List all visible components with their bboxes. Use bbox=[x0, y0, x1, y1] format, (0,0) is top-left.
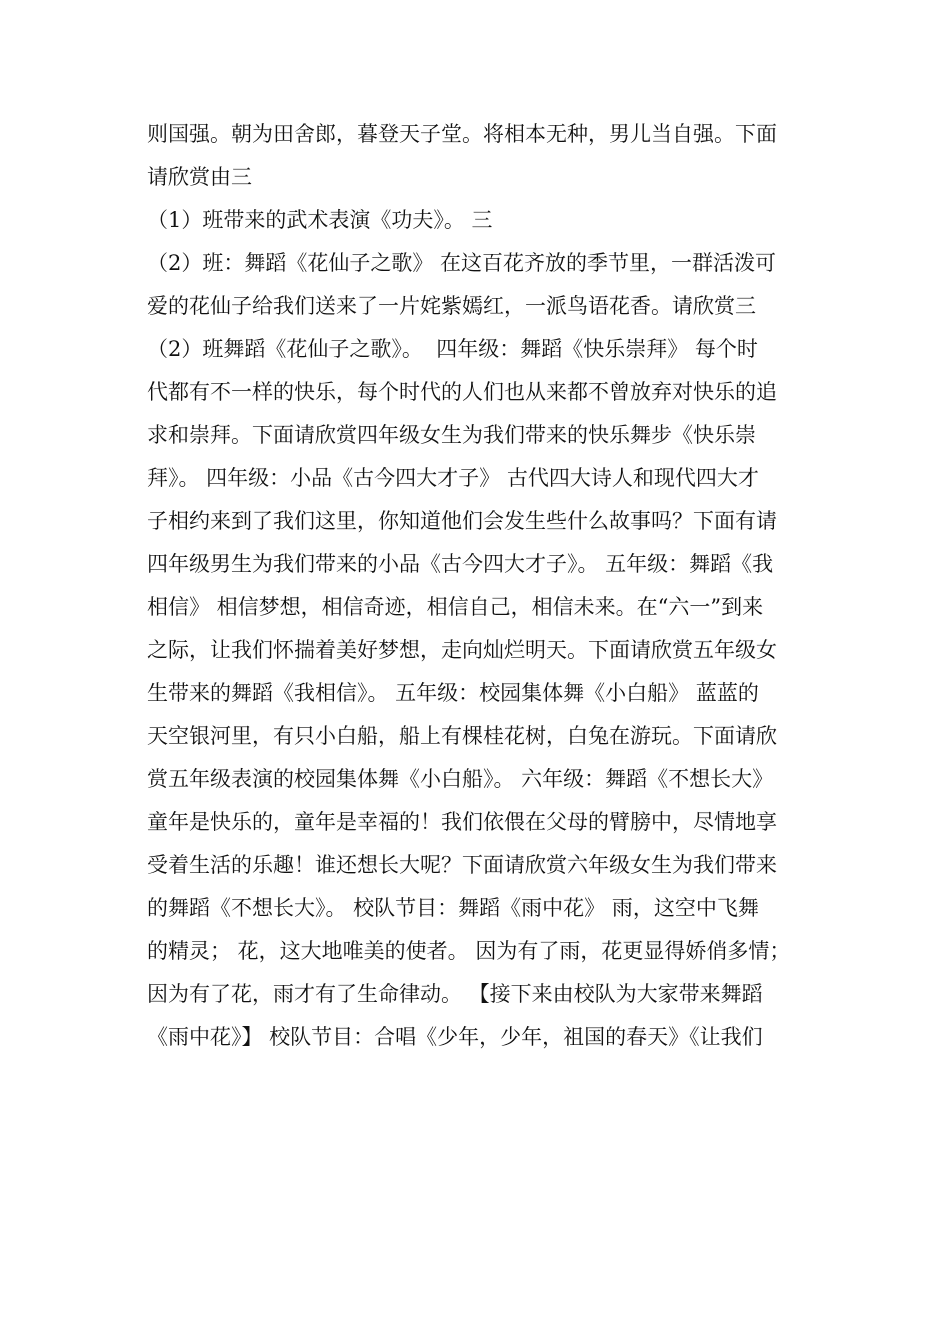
text-line: 之际，让我们怀揣着美好梦想，走向灿烂明天。下面请欣赏五年级女 bbox=[147, 638, 777, 662]
text-line: 的精灵； 花，这大地唯美的使者。 因为有了雨，花更显得娇俏多情； bbox=[147, 939, 791, 963]
text-line: （2）班：舞蹈《花仙子之歌》 在这百花齐放的季节里，一群活泼可 bbox=[147, 251, 777, 275]
text-line: 拜》。 四年级：小品《古今四大才子》 古代四大诗人和现代四大才 bbox=[147, 466, 759, 490]
text-line: 求和崇拜。下面请欣赏四年级女生为我们带来的快乐舞步《快乐崇 bbox=[147, 423, 756, 447]
text-line: 天空银河里，有只小白船，船上有棵桂花树，白兔在游玩。下面请欣 bbox=[147, 724, 777, 748]
text-line: 《雨中花》】 校队节目：合唱《少年，少年，祖国的春天》《让我们 bbox=[147, 1025, 763, 1049]
text-line: 因为有了花，雨才有了生命律动。 【接下来由校队为大家带来舞蹈 bbox=[147, 982, 763, 1006]
text-line: 受着生活的乐趣！谁还想长大呢？下面请欣赏六年级女生为我们带来 bbox=[147, 853, 777, 877]
text-line: 赏五年级表演的校园集体舞《小白船》。 六年级：舞蹈《不想长大》 bbox=[147, 767, 774, 791]
text-line: 相信》 相信梦想，相信奇迹，相信自己，相信未来。在“六一”到来 bbox=[147, 595, 764, 619]
text-line: （1）班带来的武术表演《功夫》。 三 bbox=[147, 208, 493, 232]
text-line: 童年是快乐的，童年是幸福的！我们依偎在父母的臂膀中，尽情地享 bbox=[147, 810, 777, 834]
text-line: 则国强。朝为田舍郎，暮登天子堂。将相本无种，男儿当自强。下面 bbox=[147, 122, 777, 146]
text-line: 请欣赏由三 bbox=[147, 165, 252, 189]
text-line: 子相约来到了我们这里，你知道他们会发生些什么故事吗？下面有请 bbox=[147, 509, 777, 533]
text-line: 生带来的舞蹈《我相信》。 五年级：校园集体舞《小白船》 蓝蓝的 bbox=[147, 681, 759, 705]
body-text bbox=[147, 113, 827, 1059]
text-line: 的舞蹈《不想长大》。 校队节目：舞蹈《雨中花》 雨，这空中飞舞 bbox=[147, 896, 759, 920]
text-line: 爱的花仙子给我们送来了一片姹紫嫣红，一派鸟语花香。请欣赏三 bbox=[147, 294, 756, 318]
text-line: 四年级男生为我们带来的小品《古今四大才子》。 五年级：舞蹈《我 bbox=[147, 552, 774, 576]
text-line: 代都有不一样的快乐，每个时代的人们也从来都不曾放弃对快乐的追 bbox=[147, 380, 777, 404]
text-line: （2）班舞蹈《花仙子之歌》。 四年级：舞蹈《快乐崇拜》 每个时 bbox=[147, 337, 758, 361]
